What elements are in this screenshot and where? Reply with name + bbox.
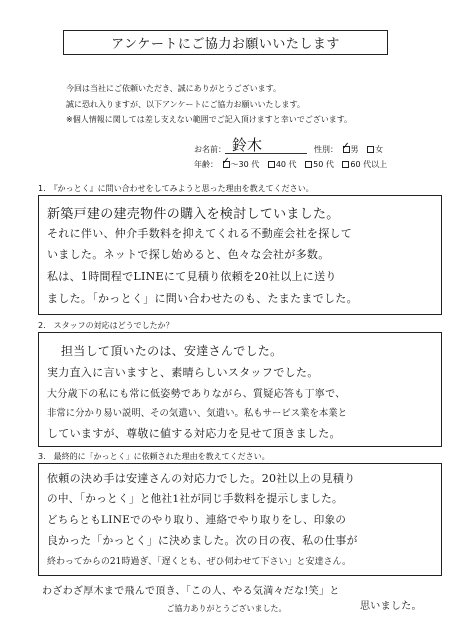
question-3: 3. 最終的に「かっとく」に依頼された理由を教えてください。	[38, 452, 270, 461]
answer-3-line: 思いました。	[360, 601, 422, 612]
intro-line-2: 誠に恐れ入りますが、以下アンケートにご協力お願いいたします。	[66, 100, 305, 109]
age-60s-checkbox[interactable]	[342, 161, 349, 168]
gender-field	[314, 144, 387, 155]
answer-2-line: 実力直入に言いますと、素晴らしいスタッフでした。	[47, 366, 319, 379]
gender-female-checkbox[interactable]	[367, 146, 374, 153]
age-50s-label: 50 代	[313, 160, 334, 169]
gender-male-checkbox[interactable]	[343, 146, 350, 153]
answer-3-line: の中、「かっとく」と他社1社が同じ手数料を提示しました。	[47, 493, 343, 505]
age-label: 年齢：	[194, 160, 218, 169]
age-30s-label: ～30 代	[230, 160, 260, 169]
answer-1-line: 新築戸建の建売物件の購入を検討していました。	[47, 207, 340, 222]
age-40s-label: 40 代	[275, 160, 297, 169]
intro-line-3: ※個人情報に関しては差し支えない範囲でご記入頂けますと幸いでございます。	[66, 115, 353, 124]
age-40s-checkbox[interactable]	[268, 161, 275, 168]
age-30s-checkbox[interactable]	[223, 161, 230, 168]
answer-2-line: 担当して頂いたのは、安達さんでした。	[61, 344, 283, 358]
answer-1-line: いました。ネットで探し始めると、色々な会社が多数。	[47, 248, 330, 261]
answer-2-line: していますが、尊敬に値する対応力を見せて頂きました。	[47, 427, 341, 440]
answer-box-3	[38, 463, 442, 576]
answer-box-2	[38, 332, 442, 447]
name-value: 鈴木	[232, 136, 263, 154]
name-label: お名前：	[194, 145, 226, 154]
answer-1-line: 私は、1時間程でLINEにて見積り依頼を20社以上に送り	[47, 270, 337, 283]
intro-line-1: 今回は当社にご依頼いただき、誠にありがとうございます。	[66, 84, 282, 93]
answer-2-line: 大分歳下の私にも常に低姿勢でありながら、質疑応答も丁寧で、	[47, 389, 346, 400]
age-50s-checkbox[interactable]	[305, 161, 312, 168]
answer-2-line: 非常に分かり易い説明、その気遣い、気遣い。私もサービス業を本業と	[47, 408, 348, 419]
gender-female-label: 女	[375, 145, 384, 154]
question-1: 1. 『かっとく』に問い合わせをしてみようと思った理由を教えてください。	[38, 184, 314, 193]
question-2: 2. スタッフの対応はどうでしたか？	[38, 321, 174, 330]
gender-label: 性別：	[314, 145, 338, 154]
answer-3-line: 良かった「かっとく」に決めました。次の日の夜、私の仕事が	[47, 534, 358, 547]
answer-1-line: ました。「かっとく」に問い合わせたのも、たまたまでした。	[47, 292, 358, 305]
footer-thanks: ご協力ありがとうございました。	[166, 604, 287, 613]
age-60s-label: 60 代以上	[350, 160, 388, 169]
survey-title: アンケートにご協力お願いいたします	[63, 30, 388, 55]
answer-box-1	[38, 195, 442, 315]
gender-male-label: 男	[350, 145, 359, 154]
answer-3-line: 依頼の決め手は安達さんの対応力でした。20社以上の見積り	[47, 472, 356, 485]
answer-3-line: わざわざ厚木まで飛んで頂き、「この人、やる気満々だな!笑」と	[42, 586, 340, 597]
answer-3-line: 終わってからの21時過ぎ、「遅くとも、ぜひ伺わせて下さい」と安達さん。	[47, 557, 352, 567]
answer-1-line: それに伴い、仲介手数料を抑えてくれる不動産会社を探して	[47, 227, 353, 240]
answer-3-line: どちらともLINEでのやり取り、連絡でやり取りをし、印象の	[47, 514, 347, 526]
age-field	[194, 159, 391, 170]
